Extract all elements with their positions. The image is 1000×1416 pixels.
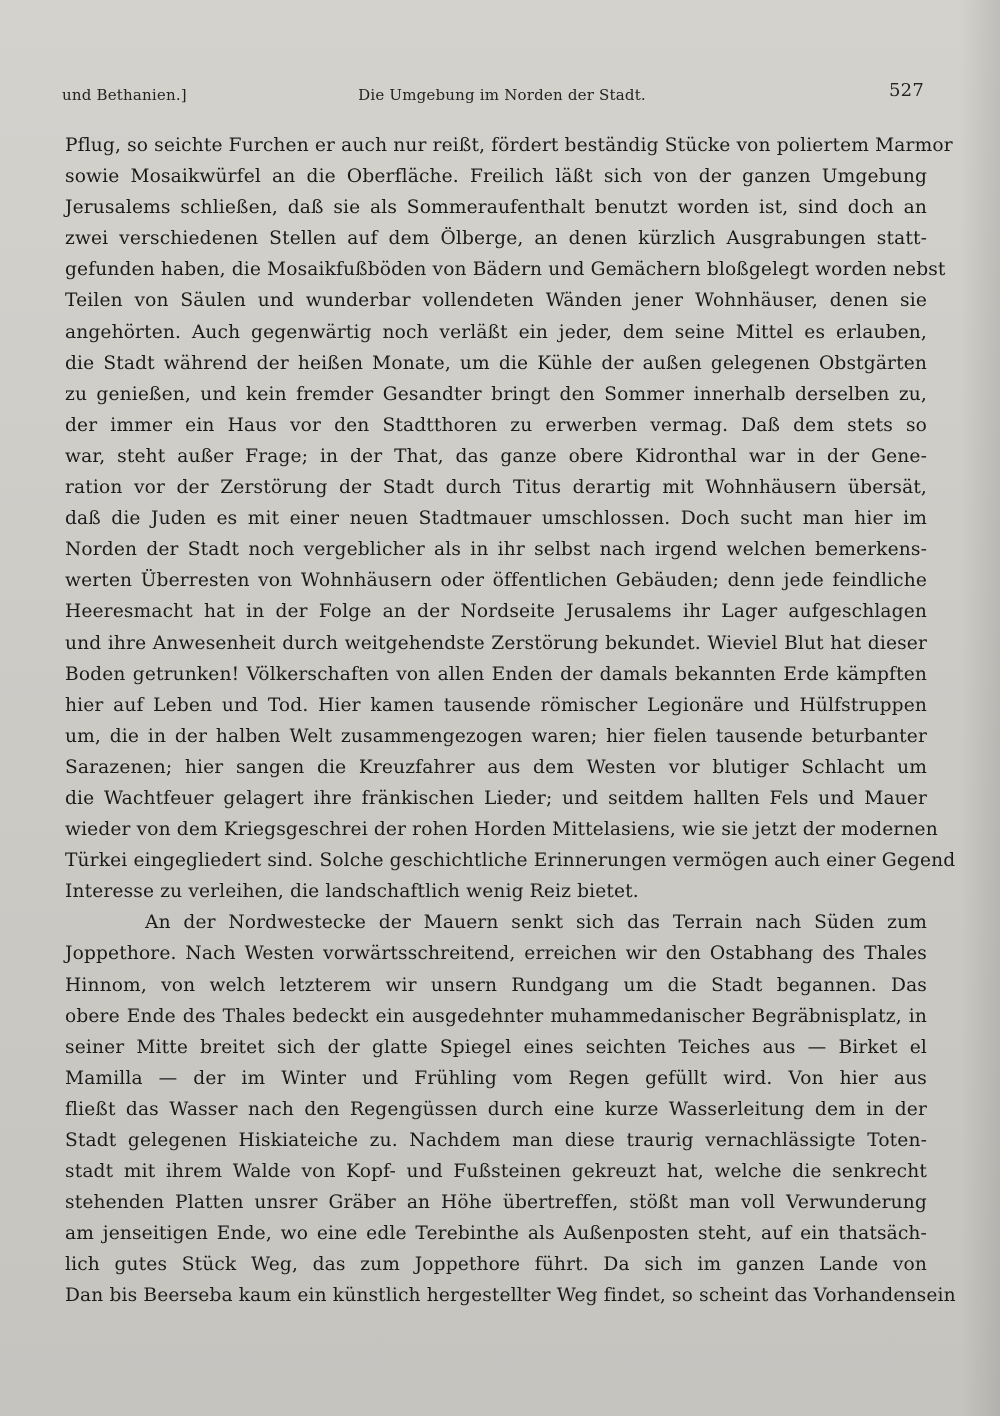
text-line: zu genießen, und kein fremder Gesandter bringt den Sommer innerhalb derselben zu, [65,383,927,405]
text-line: fließt das Wasser nach den Regengüssen durch eine kurze Wasserleitung dem in der [65,1098,927,1120]
text-line: am jenseitigen Ende, wo eine edle Terebinthe als Außenposten steht, auf ein thatsäch- [65,1223,927,1245]
text-line: Dan bis Beerseba kaum ein künstlich hergestellter Weg findet, so scheint das Vorhandensein [65,1285,956,1307]
header-chapter-title: Die Umgebung im Norden der Stadt. [358,86,646,104]
text-line: An der Nordwestecke der Mauern senkt sich das Terrain nach Süden zum [145,912,927,934]
text-line: sowie Mosaikwürfel an die Oberfläche. Freilich läßt sich von der ganzen Umgebung [65,166,927,188]
text-line: um, die in der halben Welt zusammengezogen waren; hier fielen tausende beturbanter [65,725,927,747]
text-line: Türkei eingegliedert sind. Solche geschichtliche Erinnerungen vermögen auch einer Gegend [65,850,956,872]
text-line: die Stadt während der heißen Monate, um die Kühle der außen gelegenen Obstgärten [65,352,927,374]
text-line: gefunden haben, die Mosaikfußböden von Bädern und Gemächern bloßgelegt worden nebst [65,259,946,281]
text-line: Interesse zu verleihen, die landschaftlich wenig Reiz bietet. [65,881,639,903]
text-line: Joppethore. Nach Westen vorwärtsschreitend, erreichen wir den Ostabhang des Thales [65,943,927,965]
running-header [62,80,924,108]
text-line: Jerusalems schließen, daß sie als Sommeraufenthalt benutzt worden ist, sind doch an [65,197,927,219]
text-line: Hinnom, von welch letzterem wir unsern Rundgang um die Stadt begannen. Das [65,974,927,996]
text-line: seiner Mitte breitet sich der glatte Spiegel eines seichten Teiches aus — Birket el [65,1036,927,1058]
page-body [65,130,956,1312]
header-section-reference: und Bethanien.] [62,86,187,104]
text-line: Heeresmacht hat in der Folge an der Nordseite Jerusalems ihr Lager aufgeschlagen [65,601,927,623]
text-line: hier auf Leben und Tod. Hier kamen tausende römischer Legionäre und Hülfstruppen [65,694,927,716]
text-line: obere Ende des Thales bedeckt ein ausgedehnter muhammedanischer Begräbnisplatz, in [65,1005,927,1027]
text-line: Pflug, so seichte Furchen er auch nur reißt, fördert beständig Stücke von poliertem Marmor [65,135,953,156]
text-line: Boden getrunken! Völkerschaften von allen Enden der damals bekannten Erde kämpften [65,663,927,685]
text-line: Sarazenen; hier sangen die Kreuzfahrer aus dem Westen vor blutiger Schlacht um [65,756,927,778]
page-number: 527 [889,80,924,101]
text-line: stadt mit ihrem Walde von Kopf- und Fußsteinen gekreuzt hat, welche die senkrecht [65,1161,927,1183]
text-line: zwei verschiedenen Stellen auf dem Ölberge, an denen kürzlich Ausgrabungen statt- [65,228,927,250]
text-line: wieder von dem Kriegsgeschrei der rohen Horden Mittelasiens, wie sie jetzt der modernen [65,819,938,841]
text-line: stehenden Platten unsrer Gräber an Höhe übertreffen, stößt man voll Verwunderung [65,1192,927,1214]
text-line: lich gutes Stück Weg, das zum Joppethore führt. Da sich im ganzen Lande von [65,1254,927,1276]
text-line: Teilen von Säulen und wunderbar vollendeten Wänden jener Wohnhäuser, denen sie [65,290,927,312]
text-line: Mamilla — der im Winter und Frühling vom Regen gefüllt wird. Von hier aus [65,1067,927,1089]
text-line: werten Überresten von Wohnhäusern oder öffentlichen Gebäuden; denn jede feindliche [65,570,927,592]
text-line: die Wachtfeuer gelagert ihre fränkischen Lieder; und seitdem hallten Fels und Mauer [65,787,927,809]
text-line: angehörten. Auch gegenwärtig noch verläßt ein jeder, dem seine Mittel es erlauben, [65,321,927,343]
paragraph-1 [65,130,956,907]
text-line: und ihre Anwesenheit durch weitgehendste Zerstörung bekundet. Wieviel Blut hat dieser [65,632,927,654]
text-line: ration vor der Zerstörung der Stadt durch Titus derartig mit Wohnhäusern übersät, [65,477,927,499]
text-line: war, steht außer Frage; in der That, das ganze obere Kidronthal war in der Gene- [65,445,927,467]
text-line: daß die Juden es mit einer neuen Stadtmauer umschlossen. Doch sucht man hier im [65,508,927,530]
text-line: Stadt gelegenen Hiskiateiche zu. Nachdem man diese traurig vernachlässigte Toten- [65,1130,927,1151]
text-line: der immer ein Haus vor den Stadtthoren zu erwerben vermag. Daß dem stets so [65,414,927,436]
paragraph-2 [65,907,956,1311]
text-line: Norden der Stadt noch vergeblicher als in ihr selbst nach irgend welchen bemerkens- [65,539,927,561]
